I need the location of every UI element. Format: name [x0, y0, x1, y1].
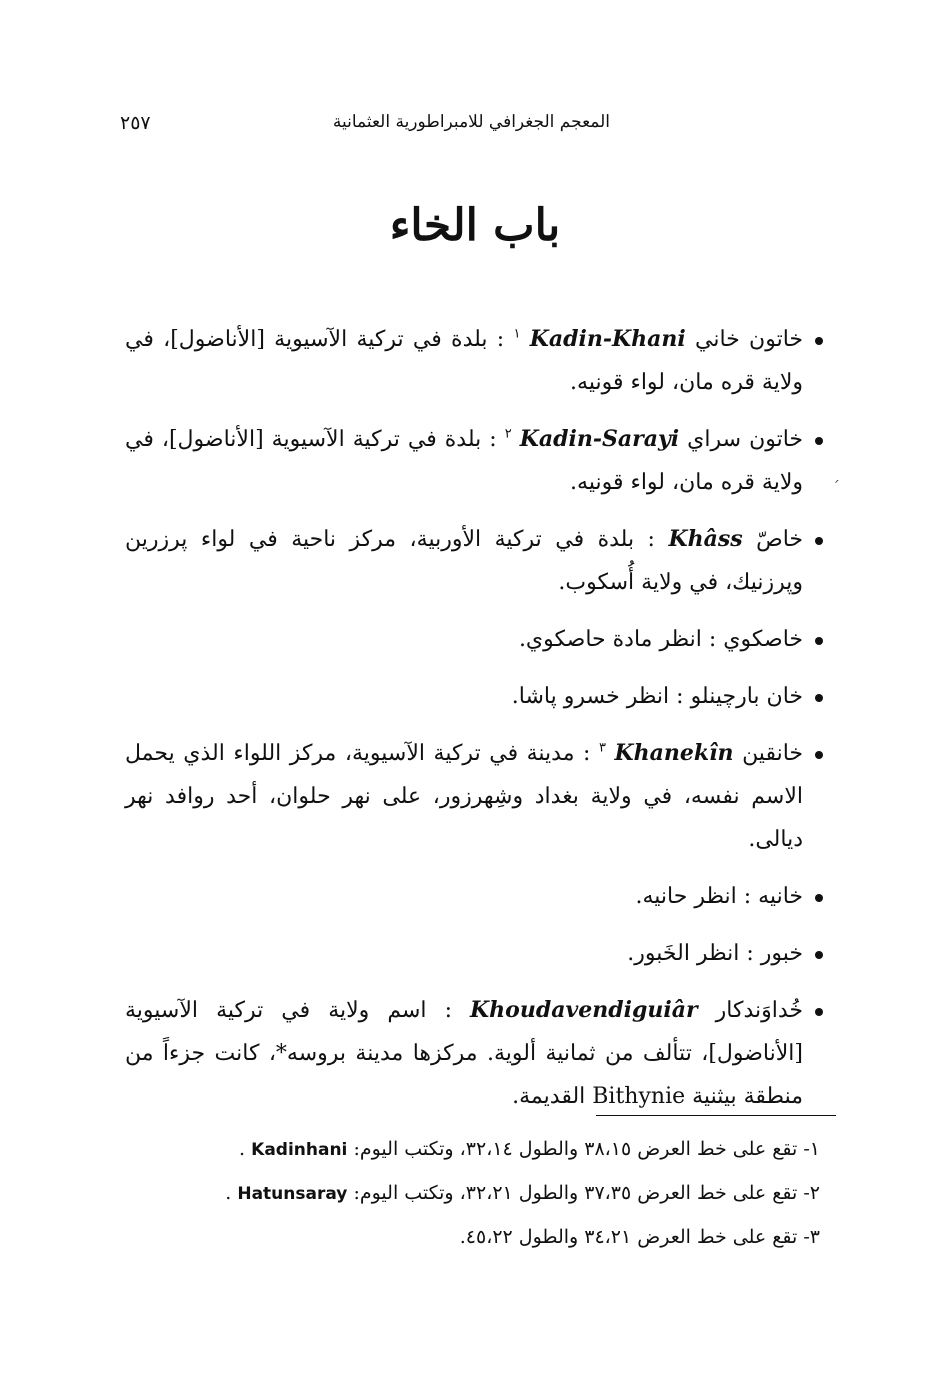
entry-term: خانقين	[742, 741, 804, 766]
entry-text: : انظر مادة حاصكوي.	[518, 627, 717, 652]
page-header	[120, 112, 610, 144]
entry-latin: Kadin-Khani	[529, 326, 686, 352]
chapter-title: باب الخاء	[389, 200, 561, 251]
entry-term: خبور	[760, 941, 803, 966]
footnote-1	[170, 1128, 820, 1172]
entry-khass	[125, 518, 825, 604]
entry-term: خانيه	[758, 884, 803, 909]
entry-khaniyeh	[125, 875, 825, 918]
entry-kadin-sarayi	[125, 418, 825, 504]
entry-text: : مدينة في تركية الآسيوية، مركز اللواء الذي يحمل الاسم نفسه، في ولاية بغداد وشِهرزور، على نهر حلوان، أحد روافد نهر ديالى.	[125, 741, 803, 852]
entry-text: : بلدة في تركية الآسيوية [الأناضول]، في ولاية قره مان، لواء قونيه.	[125, 327, 803, 395]
footnote-end: .	[239, 1138, 246, 1160]
margin-mark: ´	[832, 478, 840, 497]
page-number: ٢٥٧	[120, 112, 151, 134]
entry-text: : بلدة في تركية الآسيوية [الأناضول]، في ولاية قره مان، لواء قونيه.	[125, 427, 803, 495]
footnote-text: ١- تقع على خط العرض ٣٨،١٥ والطول ٣٢،١٤، وتكتب اليوم:	[353, 1138, 820, 1160]
entry-term: خاتون سراي	[687, 427, 804, 452]
entry-latin: Khoudavendiguiâr	[470, 997, 698, 1023]
entry-text: : انظر حانيه.	[635, 884, 752, 909]
entry-text: : انظر خسرو پاشا.	[511, 684, 684, 709]
footnote-ref: ٢	[504, 426, 512, 442]
entry-term: خاصكوي	[723, 627, 803, 652]
footnote-latin: Hatunsaray	[237, 1184, 348, 1204]
entry-latin: Khâss	[668, 526, 743, 552]
footnote-2	[170, 1172, 820, 1216]
entry-khudavendigar	[125, 989, 825, 1118]
footnote-end: .	[225, 1182, 232, 1204]
footnote-3	[170, 1216, 820, 1259]
footnote-text: ٢- تقع على خط العرض ٣٧،٣٥ والطول ٣٢،٢١، وتكتب اليوم:	[353, 1182, 820, 1204]
footnote-latin: Kadinhani	[251, 1140, 348, 1160]
footnote-ref: ١	[513, 326, 521, 342]
entry-term: خُداوَندكار	[715, 998, 803, 1023]
entry-list	[125, 318, 825, 1132]
entry-latin: Khanekîn	[614, 740, 734, 766]
entry-khabur	[125, 932, 825, 975]
entry-term: خاتون خاني	[695, 327, 803, 352]
running-title: المعجم الجغرافي للامبراطورية العثمانية	[332, 112, 610, 132]
entry-khaskoy	[125, 618, 825, 661]
entry-kadin-khani	[125, 318, 825, 404]
entry-khan-barchinlu	[125, 675, 825, 718]
footnote-divider	[596, 1115, 836, 1116]
entry-khanekin	[125, 732, 825, 861]
entry-text: : انظر الخَبور.	[627, 941, 754, 966]
footnote-ref: ٣	[599, 740, 606, 756]
entry-latin-tail: Bithynie	[592, 1084, 686, 1109]
footnote-text: ٣- تقع على خط العرض ٣٤،٢١ والطول ٤٥،٢٢.	[459, 1226, 820, 1248]
entry-term: خاصّ	[756, 527, 803, 552]
entry-latin: Kadin-Sarayi	[519, 426, 680, 452]
footnotes	[170, 1128, 820, 1259]
entry-text: : اسم ولاية في تركية الآسيوية [الأناضول]، تتألف من ثمانية ألوية. مركزها مدينة بروسه*، كانت جزءاً من منطقة بيثنية	[125, 998, 803, 1109]
entry-text: : بلدة في تركية الأوربية، مركز ناحية في لواء پرزرين وپرزنيك، في ولاية أُسكوب.	[125, 527, 803, 595]
entry-term: خان بارچينلو	[690, 684, 803, 709]
entry-tail: القديمة.	[512, 1084, 586, 1109]
